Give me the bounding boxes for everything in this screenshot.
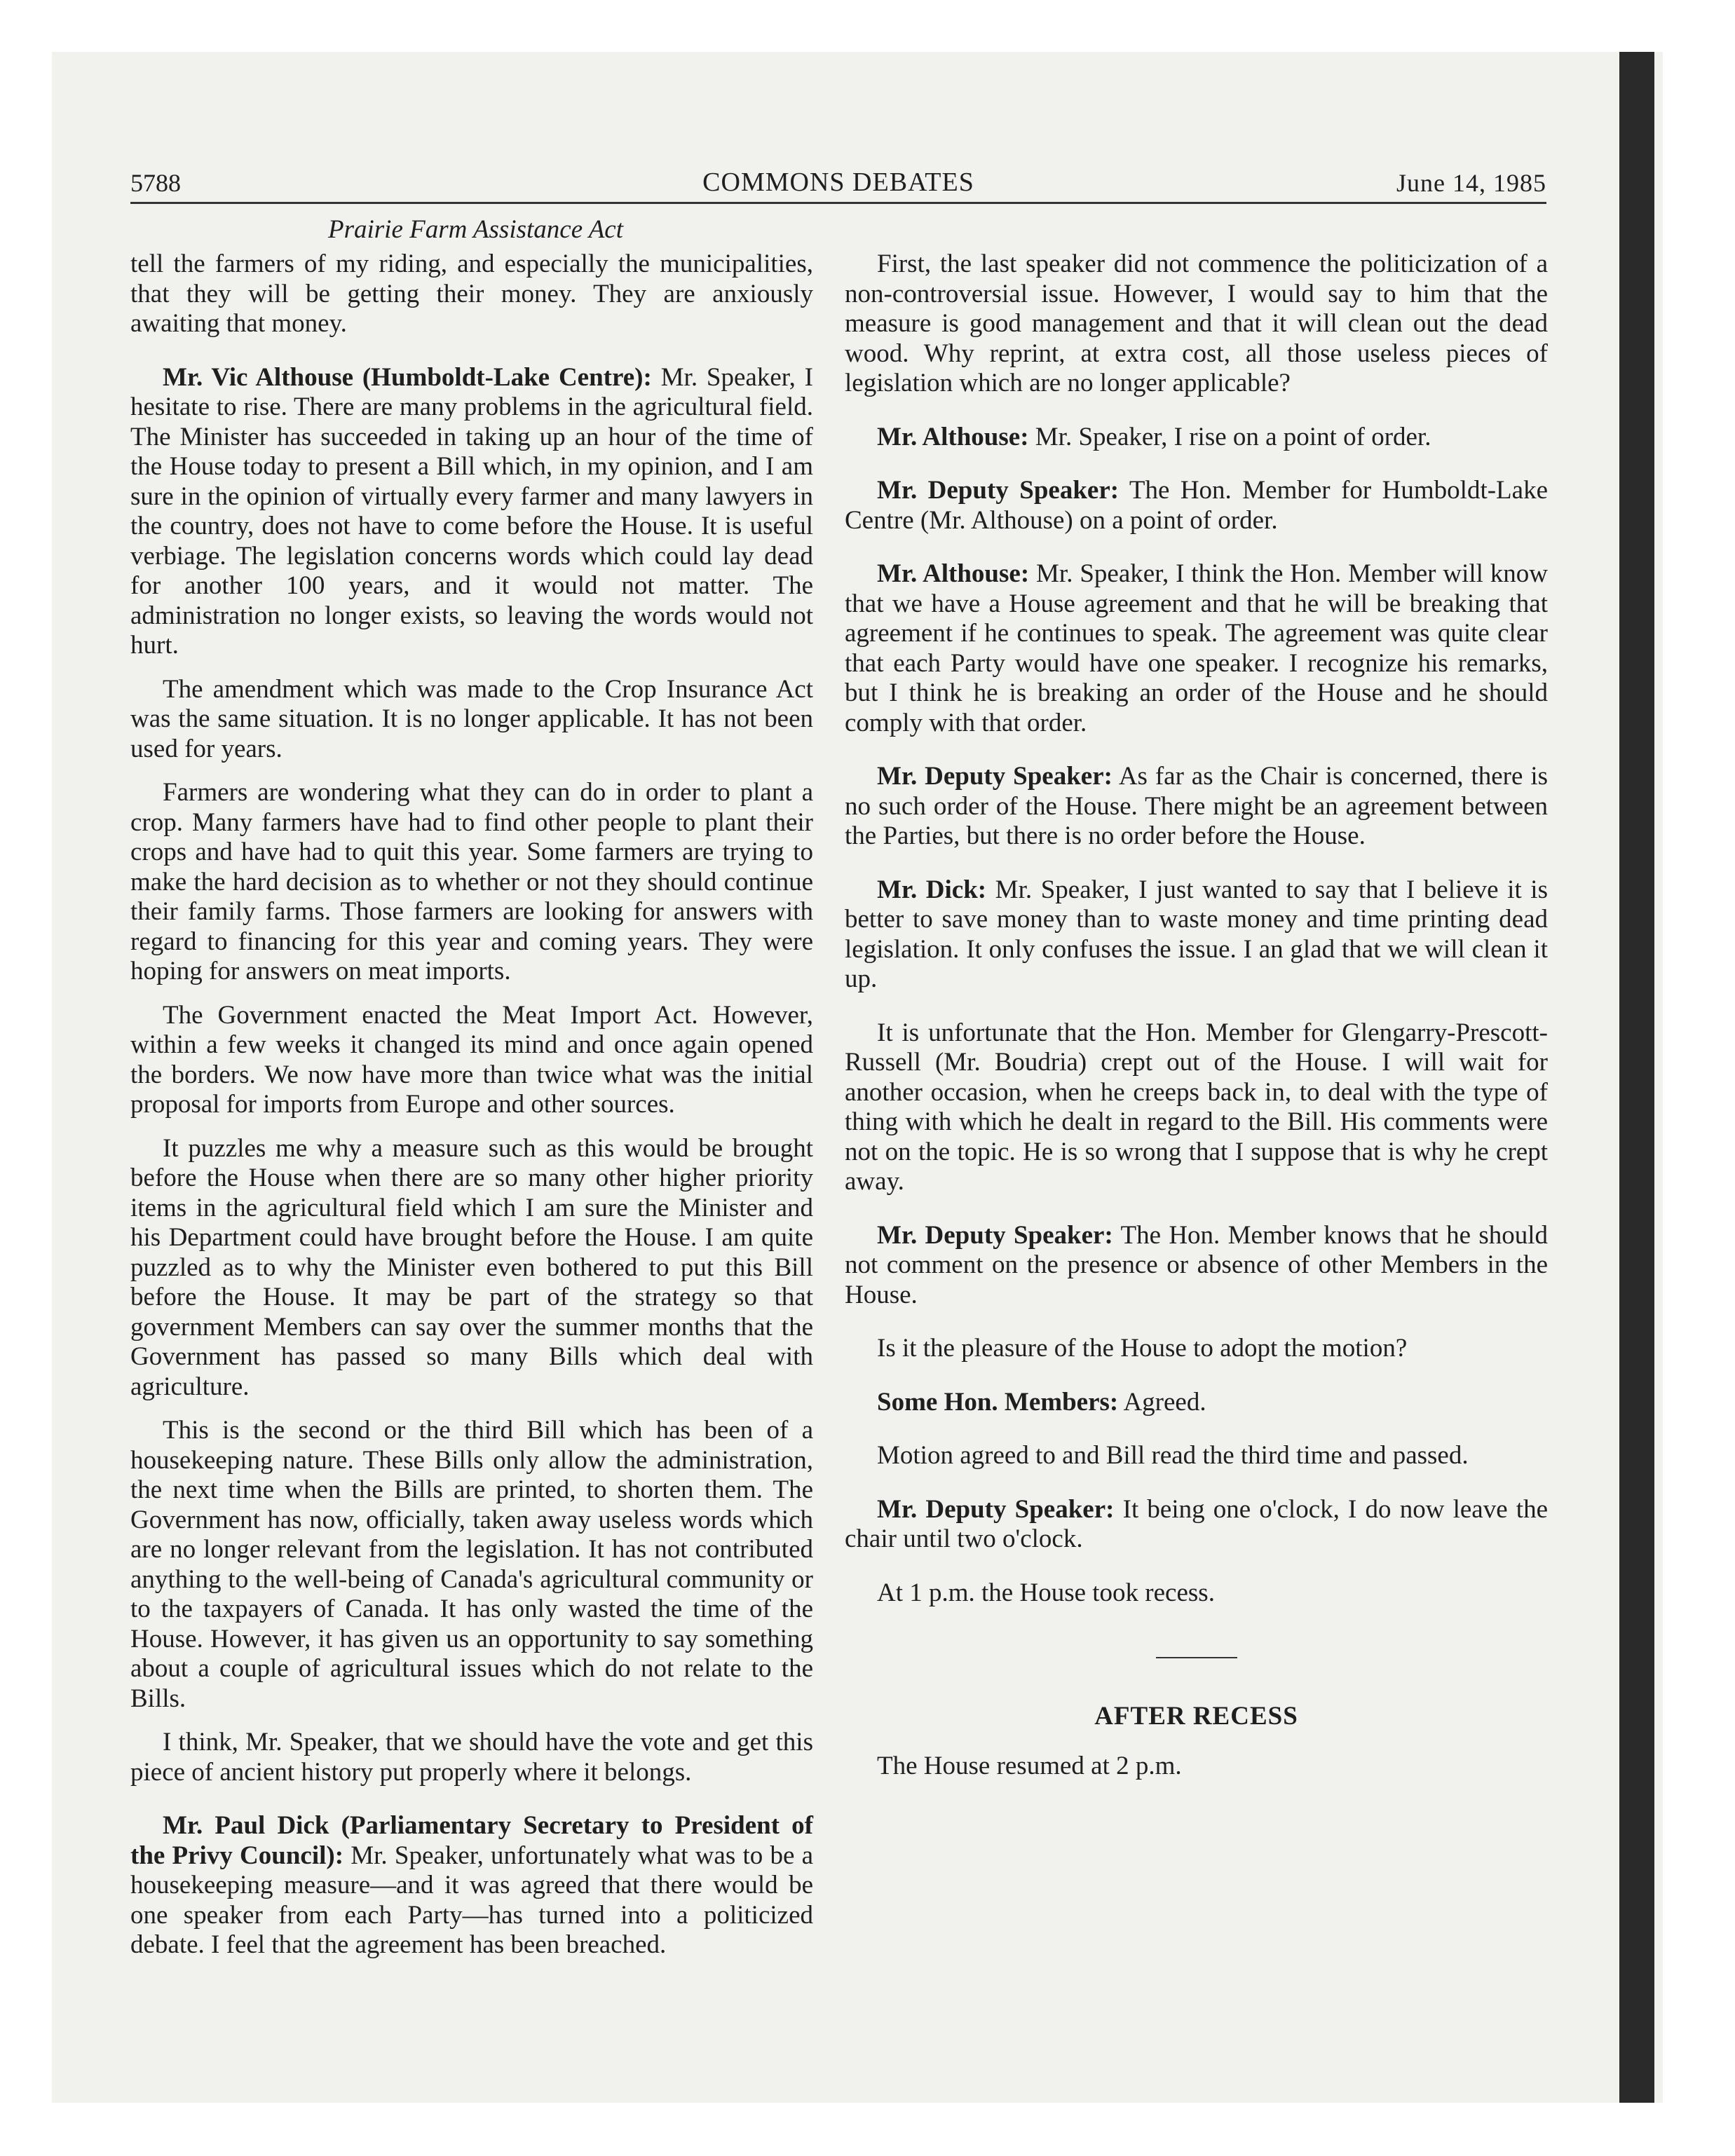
- speech-text: The Hon. Member knows that he should not comment on the presence or absence of other Members in the House.: [845, 1220, 1549, 1309]
- speech-text: Agreed.: [1118, 1387, 1206, 1417]
- page-number: 5788: [130, 169, 181, 197]
- running-title: COMMONS DEBATES: [702, 168, 974, 197]
- paragraph: This is the second or the third Bill which has been of a housekeeping nature. These Bills only allow the administration, the next time when the Bills are printed, to shorten them. The Government has now, officially, taken away useless words which are no longer relevant from the legislation. It has not contributed anything to the well-being of Canada's agricultural community or to the taxpayers of Canada. It has only wasted the time of the House. However, it has given us an opportunity to say something about a couple of agricultural issues which do not relate to the Bills.: [130, 1416, 813, 1713]
- speech-paragraph: [845, 1495, 1548, 1555]
- speaker-name: Mr. Althouse:: [877, 559, 1030, 588]
- speech-text: As far as the Chair is concerned, there is no such order of the House. There might be an agreement between the Parties, but there is no order before the House.: [845, 762, 1549, 850]
- speaker-name: Mr. Vic Althouse (Humboldt-Lake Centre):: [163, 362, 652, 392]
- speech-paragraph: [845, 559, 1548, 738]
- speaker-name: Mr. Deputy Speaker:: [877, 1494, 1115, 1524]
- speaker-name: Mr. Paul Dick (Parliamentary Secretary to President of the Privy Council):: [130, 1811, 813, 1870]
- paragraph: tell the farmers of my riding, and especially the municipalities, that they will be getting their money. They are anxiously awaiting that money.: [130, 250, 813, 338]
- speaker-name: Some Hon. Members:: [877, 1387, 1119, 1417]
- paragraph: Is it the pleasure of the House to adopt the motion?: [877, 1334, 1408, 1363]
- speech-paragraph: [845, 875, 1548, 995]
- paragraph: Farmers are wondering what they can do in order to plant a crop. Many farmers have had to find other people to plant their crops and have had to quit this year. Some farmers are trying to make the hard decision as to whether or not they should continue their family farms. Those farmers are looking for answers with regard to financing for this year and coming years. They were hoping for answers on meat imports.: [130, 778, 813, 985]
- paragraph: The House resumed at 2 p.m.: [877, 1751, 1182, 1780]
- paragraph: It puzzles me why a measure such as this would be brought before the House when there are so many other higher priority items in the agricultural field which I am sure the Minister and his Department could have brought before the House. I am quite puzzled as to why the Minister even bothered to put this Bill before the House. It may be part of the strategy so that government Members can say over the summer months that the Government has passed so many Bills which deal with agriculture.: [130, 1133, 813, 1401]
- right-column: [845, 250, 1548, 1781]
- speech-paragraph: [845, 423, 1548, 453]
- speaker-name: Mr. Deputy Speaker:: [877, 1220, 1113, 1250]
- after-recess-heading: AFTER RECESS: [1094, 1702, 1298, 1731]
- speech-text: The Hon. Member for Humboldt-Lake Centre (Mr. Althouse) on a point of order.: [845, 476, 1549, 535]
- speech-text: Mr. Speaker, I hesitate to rise. There are many problems in the agricultural field. The Minister has succeeded in taking up an hour of the time of the House today to present a Bill which, in my opinion, and I am sure in the opinion of virtually every farmer and many lawyers in the country, does not have to come before the House. It is useful verbiage. The legislation concerns words which could lay dead for another 100 years, and it would not matter. The administration no longer exists, so leaving the words would not hurt.: [130, 362, 814, 660]
- speech-text: Mr. Speaker, I think the Hon. Member will know that we have a House agreement and that he will be breaking that agreement if he continues to speak. The agreement was quite clear that each Party would have one speaker. I recognize his remarks, but I think he is breaking an order of the House and he should comply with that order.: [845, 559, 1549, 737]
- section-divider: [1156, 1657, 1237, 1658]
- paragraph: The Government enacted the Meat Import Act. However, within a few weeks it changed its mind and once again opened the borders. We now have more than twice what was the initial proposal for imports from Europe and other sources.: [130, 1000, 813, 1119]
- paragraph: First, the last speaker did not commence the politicization of a non-controversial issue. However, I would say to him that the measure is good management and that it will clean out the dead wood. Why reprint, at extra cost, all those useless pieces of legislation which are no longer applicable?: [845, 250, 1548, 397]
- paragraph: Motion agreed to and Bill read the third time and passed.: [877, 1441, 1469, 1470]
- paragraph: I think, Mr. Speaker, that we should have the vote and get this piece of ancient history put properly where it belongs.: [130, 1728, 813, 1787]
- paragraph: At 1 p.m. the House took recess.: [877, 1578, 1215, 1607]
- section-title: Prairie Farm Assistance Act: [327, 215, 624, 244]
- speech-text: Mr. Speaker, I just wanted to say that I believe it is better to save money than to waste money and time printing dead legislation. It only confuses the issue. I an glad that we will clean it up.: [845, 875, 1548, 993]
- left-column: [130, 250, 813, 1960]
- page-header: [130, 163, 1546, 204]
- paragraph: The amendment which was made to the Crop Insurance Act was the same situation. It is no longer applicable. It has not been used for years.: [130, 674, 813, 763]
- speech-paragraph: [130, 363, 813, 661]
- speaker-name: Mr. Dick:: [877, 875, 987, 904]
- speech-paragraph: [845, 1388, 1548, 1418]
- speaker-name: Mr. Althouse:: [877, 422, 1029, 451]
- speech-text: Mr. Speaker, unfortunately what was to be a housekeeping measure—and it was agreed that there would be one speaker from each Party—has turned into a politicized debate. I feel that the agreement has been breached.: [130, 1841, 814, 1959]
- speech-text: Mr. Speaker, I rise on a point of order.: [1028, 422, 1431, 451]
- speech-paragraph: [845, 1221, 1548, 1311]
- speech-paragraph: [845, 476, 1548, 535]
- speaker-name: Mr. Deputy Speaker:: [877, 762, 1113, 791]
- paragraph: It is unfortunate that the Hon. Member for Glengarry-Prescott-Russell (Mr. Boudria) crept out of the House. I will wait for another occasion, when he creeps back in, to deal with the type of thing with which he dealt in regard to the Bill. His comments were not on the topic. He is so wrong that I suppose that is why he crept away.: [845, 1018, 1548, 1196]
- speech-paragraph: [130, 1811, 813, 1960]
- speech-text: It being one o'clock, I do now leave the chair until two o'clock.: [845, 1494, 1548, 1553]
- header-date: June 14, 1985: [1396, 169, 1546, 197]
- scan-edge-bar: [1619, 52, 1654, 2103]
- speaker-name: Mr. Deputy Speaker:: [877, 476, 1120, 505]
- speech-paragraph: [845, 762, 1548, 852]
